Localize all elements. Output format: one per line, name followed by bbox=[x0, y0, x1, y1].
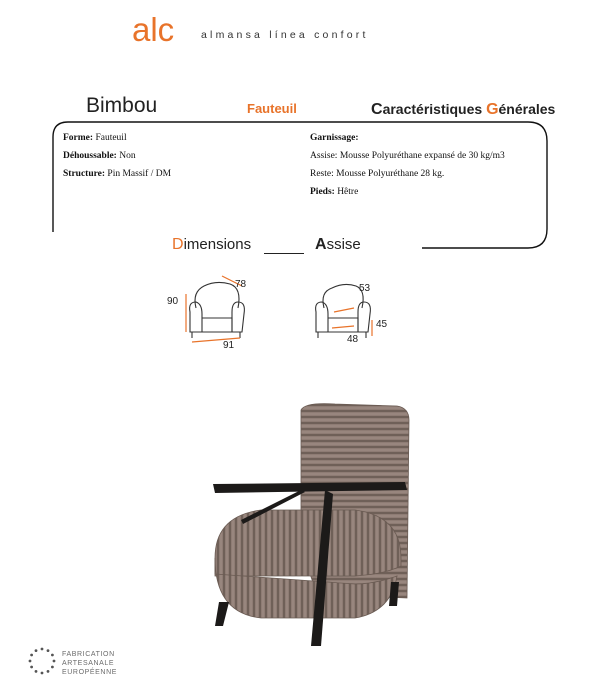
spec-title bbox=[371, 101, 555, 119]
dimensions-title: Dimensions bbox=[172, 236, 252, 253]
seat-height-label: 45 bbox=[376, 319, 388, 330]
company-name: almansa línea confort bbox=[201, 29, 369, 41]
spec-title-g: G bbox=[486, 101, 499, 118]
spec-reste-foam: Reste: Mousse Polyuréthane 28 kg. bbox=[310, 169, 445, 179]
overall-height-label: 90 bbox=[167, 296, 179, 307]
logo-letters: alc bbox=[132, 11, 174, 48]
spec-title-part2: énérales bbox=[498, 101, 556, 117]
spec-pieds: Pieds: Hêtre bbox=[310, 187, 359, 197]
product-type: Fauteuil bbox=[247, 101, 297, 116]
spec-structure: Structure: Pin Massif / DM bbox=[63, 169, 172, 179]
assise-title: Assise bbox=[315, 236, 361, 253]
eu-stars-icon bbox=[27, 646, 57, 676]
fab-line1: FABRICATION bbox=[62, 651, 115, 658]
spec-title-c: C bbox=[371, 101, 383, 118]
seat-width-label: 48 bbox=[347, 334, 359, 345]
spec-assise-foam: Assise: Mousse Polyuréthane expansé de 30 kg/m3 bbox=[310, 151, 505, 161]
overall-depth-label: 78 bbox=[235, 279, 247, 290]
fab-line2: ARTESANALE bbox=[62, 660, 115, 667]
spec-forme: Forme: Fauteuil bbox=[63, 133, 127, 143]
spec-garnissage-label: Garnissage: bbox=[310, 133, 359, 143]
spec-dehoussable: Déhoussable: Non bbox=[63, 151, 136, 161]
fab-line3: EUROPÉENNE bbox=[62, 669, 118, 676]
spec-title-part1: aractéristiques bbox=[382, 101, 487, 117]
fabrication-badge-text bbox=[62, 650, 117, 677]
seat-depth-label: 53 bbox=[359, 283, 371, 294]
product-photo-armchair bbox=[205, 398, 420, 648]
dimensions-separator bbox=[264, 253, 304, 254]
company-logo bbox=[132, 10, 174, 50]
product-name: Bimbou bbox=[86, 94, 158, 117]
overall-width-label: 91 bbox=[223, 340, 235, 351]
